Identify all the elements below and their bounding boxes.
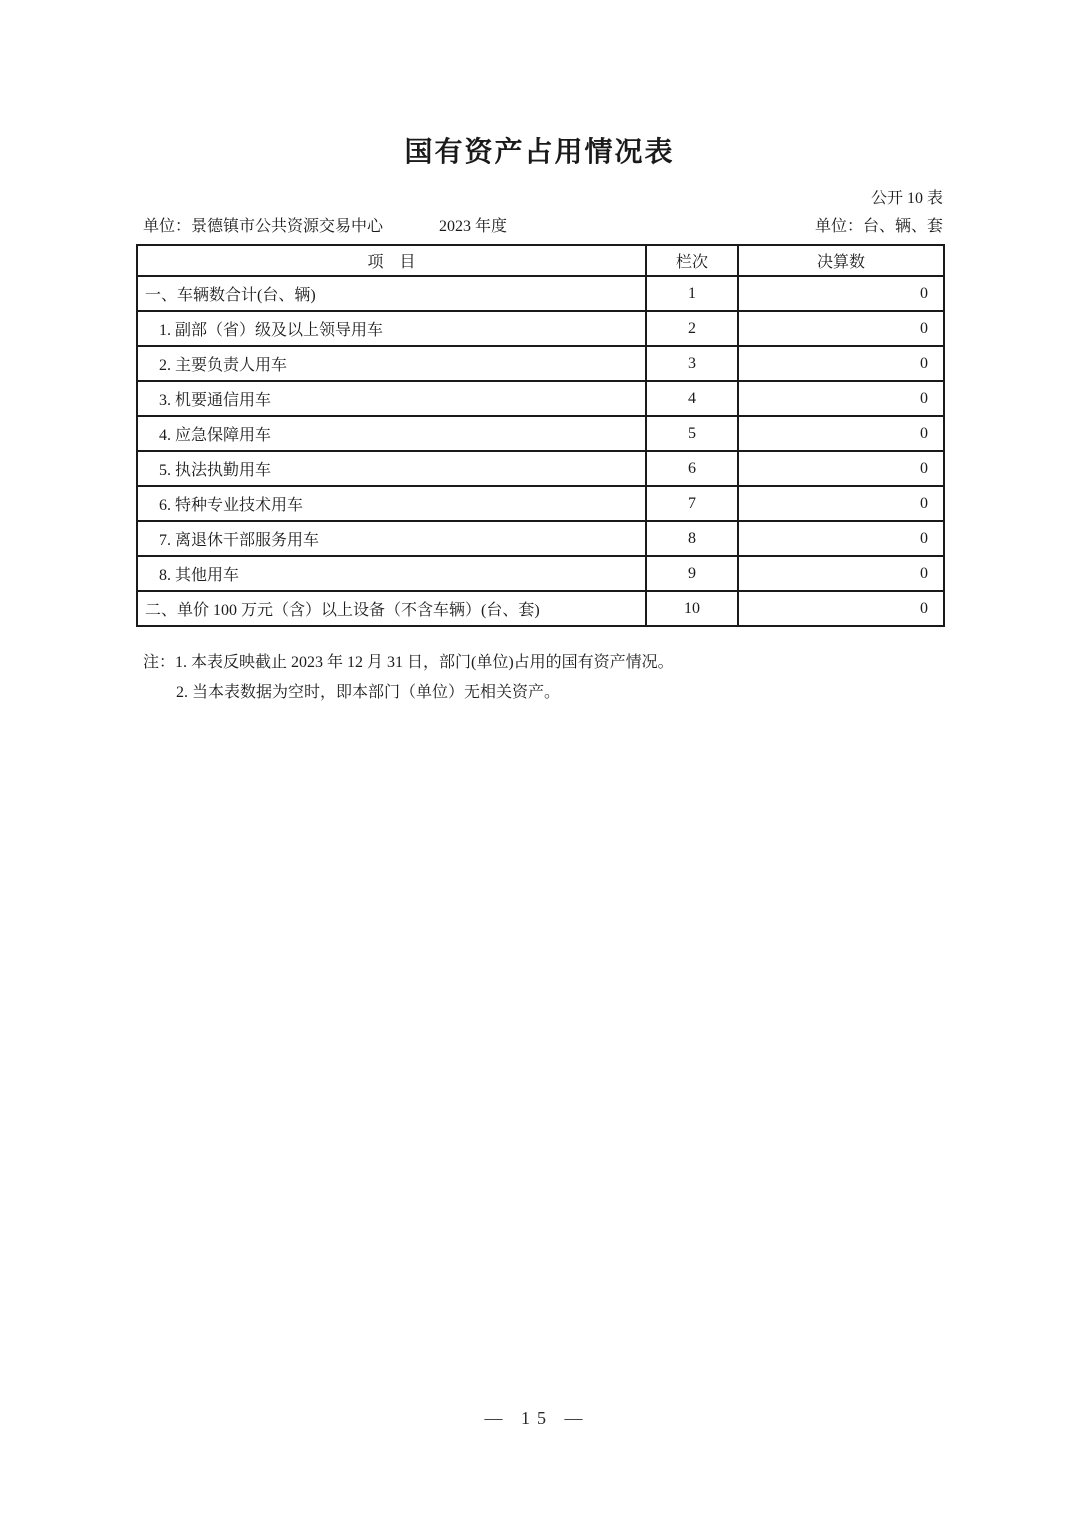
table-row — [137, 556, 944, 591]
table-row — [137, 451, 944, 486]
table-row — [137, 276, 944, 311]
item-cell: 一、车辆数合计(台、辆) — [137, 276, 646, 311]
column-index-cell: 6 — [646, 451, 738, 486]
fiscal-year-label: 2023 年度 — [439, 218, 508, 235]
measure-unit-label: 单位：台、辆、套 — [814, 218, 943, 235]
table-row — [137, 591, 944, 626]
header-amount: 决算数 — [738, 245, 944, 276]
column-index-cell: 9 — [646, 556, 738, 591]
column-index-cell: 8 — [646, 521, 738, 556]
meta-row — [136, 216, 943, 237]
column-index-cell: 2 — [646, 311, 738, 346]
footnote-line-2: 2. 当本表数据为空时，即本部门（单位）无相关资产。 — [176, 684, 561, 701]
item-cell: 7. 离退休干部服务用车 — [137, 521, 646, 556]
footnote-line-1: 注：1. 本表反映截止 2023 年 12 月 31 日，部门(单位)占用的国有资产情况。 — [143, 654, 674, 671]
amount-cell: 0 — [738, 556, 944, 591]
table-row — [137, 381, 944, 416]
column-index-cell: 7 — [646, 486, 738, 521]
item-cell: 6. 特种专业技术用车 — [137, 486, 646, 521]
item-cell: 1. 副部（省）级及以上领导用车 — [137, 311, 646, 346]
item-cell: 3. 机要通信用车 — [137, 381, 646, 416]
amount-cell: 0 — [738, 521, 944, 556]
table-header-row — [137, 245, 944, 276]
org-unit-label: 单位：景德镇市公共资源交易中心 — [143, 218, 384, 235]
meta-left — [143, 216, 507, 237]
amount-cell: 0 — [738, 416, 944, 451]
header-column-index: 栏次 — [646, 245, 738, 276]
amount-cell: 0 — [738, 381, 944, 416]
amount-cell: 0 — [738, 451, 944, 486]
document-content — [136, 0, 943, 708]
table-row — [137, 486, 944, 521]
amount-cell: 0 — [738, 346, 944, 381]
amount-cell: 0 — [738, 591, 944, 626]
column-index-cell: 4 — [646, 381, 738, 416]
item-cell: 4. 应急保障用车 — [137, 416, 646, 451]
amount-cell: 0 — [738, 276, 944, 311]
column-index-cell: 5 — [646, 416, 738, 451]
item-cell: 5. 执法执勤用车 — [137, 451, 646, 486]
column-index-cell: 1 — [646, 276, 738, 311]
item-cell: 8. 其他用车 — [137, 556, 646, 591]
item-cell: 二、单价 100 万元（含）以上设备（不含车辆）(台、套) — [137, 591, 646, 626]
table-row — [137, 311, 944, 346]
amount-cell: 0 — [738, 311, 944, 346]
column-index-cell: 10 — [646, 591, 738, 626]
column-index-cell: 3 — [646, 346, 738, 381]
page-number: — 15 — — [484, 1408, 590, 1428]
table-number-label: 公开 10 表 — [870, 190, 943, 207]
table-row — [137, 416, 944, 451]
amount-cell: 0 — [738, 486, 944, 521]
footnotes — [136, 648, 943, 708]
item-cell: 2. 主要负责人用车 — [137, 346, 646, 381]
table-row — [137, 346, 944, 381]
page-title: 国有资产占用情况表 — [404, 137, 675, 168]
header-item: 项 目 — [137, 245, 646, 276]
table-row — [137, 521, 944, 556]
asset-occupancy-table — [136, 244, 945, 627]
